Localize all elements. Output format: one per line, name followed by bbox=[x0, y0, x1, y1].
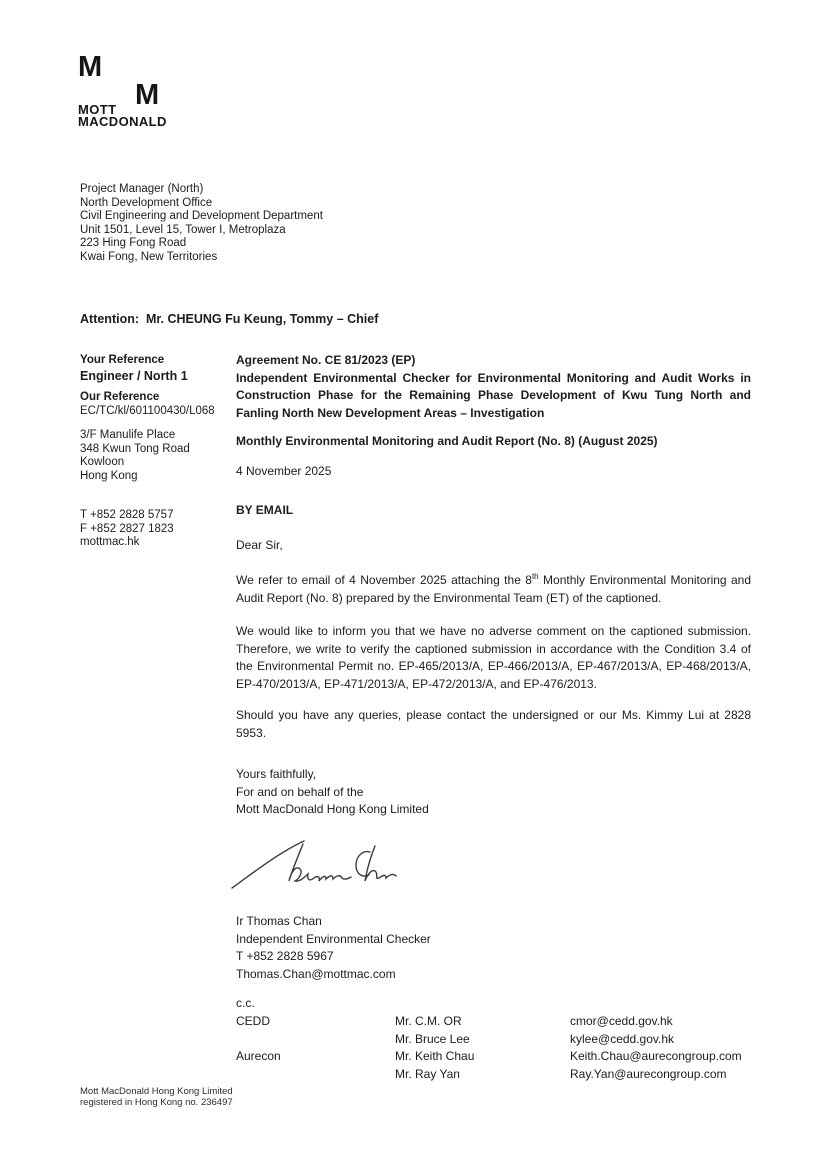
recipient-address-line: Civil Engineering and Development Department bbox=[80, 210, 323, 222]
sender-address-line: Hong Kong bbox=[80, 469, 138, 482]
closing-valediction: Yours faithfully, bbox=[236, 767, 317, 781]
recipient-address bbox=[80, 183, 323, 264]
delivery-method: BY EMAIL bbox=[236, 503, 294, 517]
handwritten-signature bbox=[230, 838, 402, 896]
cc-person-email: Keith.Chau@aurecongroup.com bbox=[570, 1049, 742, 1063]
sender-address-line: 3/F Manulife Place bbox=[80, 429, 176, 441]
cc-person-name: Mr. Bruce Lee bbox=[395, 1031, 470, 1046]
cc-label: c.c. bbox=[236, 996, 255, 1010]
cc-person-name: Mr. C.M. OR bbox=[395, 1014, 462, 1028]
logo-monogram-icon: M bbox=[78, 51, 103, 83]
report-title: Monthly Environmental Monitoring and Audit Report (No. 8) (August 2025) bbox=[236, 434, 658, 448]
attention-line-1: Attention: Mr. CHEUNG Fu Keung, Tommy – Chief bbox=[80, 312, 379, 326]
salutation: Dear Sir, bbox=[236, 538, 283, 552]
recipient-address-line: North Development Office bbox=[80, 196, 213, 209]
cc-person-email: cmor@cedd.gov.hk bbox=[570, 1014, 673, 1028]
cc-person-email: kylee@cedd.gov.hk bbox=[570, 1031, 675, 1046]
cc-person-name: Mr. Keith Chau bbox=[395, 1049, 475, 1063]
mott-macdonald-logo bbox=[78, 50, 198, 135]
logo-wordmark bbox=[78, 104, 167, 128]
our-reference-label: Our Reference bbox=[80, 391, 160, 403]
subject-block bbox=[236, 352, 751, 422]
sender-telephone: T +852 2828 5757 bbox=[80, 509, 174, 521]
body-paragraph-2: We would like to inform you that we have no adverse comment on the captioned submission. Therefore, we write to verify the captioned submission in accordance with the Condition 3.4 of the Environmental Permit no. EP-465/2013/A, EP-466/2013/A, EP-467/2013/A, EP-468/2013/A, EP-470/2013/A, EP-471/2013/A, EP-472/2013/A, and EP-476/2013. bbox=[236, 624, 751, 691]
cc-row bbox=[236, 1066, 792, 1084]
registration-footer bbox=[80, 1086, 233, 1108]
sender-office-address bbox=[80, 429, 230, 483]
your-reference-label: Your Reference bbox=[80, 354, 165, 366]
logo-wordmark-line2: MACDONALD bbox=[78, 114, 167, 129]
signer-email: Thomas.Chan@mottmac.com bbox=[236, 966, 396, 981]
sender-address-line: 348 Kwun Tong Road bbox=[80, 442, 190, 455]
cc-row bbox=[236, 1013, 792, 1031]
footer-registration: registered in Hong Kong no. 236497 bbox=[80, 1097, 233, 1108]
sender-contact-block bbox=[80, 509, 230, 550]
signer-block bbox=[236, 913, 751, 983]
sender-website: mottmac.hk bbox=[80, 536, 140, 548]
our-reference-value: EC/TC/kl/601100430/L068 bbox=[80, 404, 215, 417]
project-title: Independent Environmental Checker for Environmental Monitoring and Audit Works in Construction Phase for the Remaining Phase Development of Kwu Tung North and Fanling North New Development Areas – Investigation bbox=[236, 370, 751, 420]
body-paragraph-1 bbox=[236, 572, 751, 607]
signer-title: Independent Environmental Checker bbox=[236, 931, 431, 946]
sender-address-line: Kowloon bbox=[80, 456, 125, 468]
signer-name: Ir Thomas Chan bbox=[236, 914, 322, 928]
cc-row bbox=[236, 1031, 792, 1049]
cc-person-name: Mr. Ray Yan bbox=[395, 1066, 460, 1081]
cc-organization: CEDD bbox=[236, 1014, 271, 1028]
sender-fax: F +852 2827 1823 bbox=[80, 522, 174, 535]
recipient-address-line: Unit 1501, Level 15, Tower I, Metroplaza bbox=[80, 223, 286, 236]
recipient-address-line: 223 Hing Fong Road bbox=[80, 237, 187, 249]
paragraph-text: Monthly Environmental Monitoring and Audit Report (No. 8) prepared by the Environmental Team (ET) of the captioned. bbox=[236, 573, 752, 605]
paragraph-text: We refer to email of 4 November 2025 attaching the 8 bbox=[236, 573, 532, 587]
letter-date: 4 November 2025 bbox=[236, 464, 332, 478]
cc-organization bbox=[236, 1066, 395, 1084]
recipient-address-line: Kwai Fong, New Territories bbox=[80, 250, 218, 263]
closing-block bbox=[236, 766, 751, 819]
cc-person-email: Ray.Yan@aurecongroup.com bbox=[570, 1066, 727, 1081]
cc-table bbox=[236, 1013, 792, 1083]
attention-line-2: Engineer / North 1 bbox=[80, 369, 188, 383]
logo-monogram-icon: M bbox=[135, 79, 160, 111]
ordinal-superscript: th bbox=[531, 572, 539, 581]
cc-organization: Aurecon bbox=[236, 1049, 281, 1063]
footer-company: Mott MacDonald Hong Kong Limited bbox=[80, 1086, 233, 1097]
closing-company: Mott MacDonald Hong Kong Limited bbox=[236, 802, 429, 816]
recipient-address-line: Project Manager (North) bbox=[80, 183, 204, 195]
cc-row bbox=[236, 1048, 792, 1066]
signer-telephone: T +852 2828 5967 bbox=[236, 949, 334, 963]
cc-organization bbox=[236, 1031, 395, 1049]
closing-on-behalf: For and on behalf of the bbox=[236, 784, 364, 799]
logo-wordmark-line1: MOTT bbox=[78, 102, 117, 117]
agreement-number: Agreement No. CE 81/2023 (EP) bbox=[236, 353, 416, 367]
body-paragraph-3: Should you have any queries, please contact the undersigned or our Ms. Kimmy Lui at 2828 5953. bbox=[236, 708, 751, 740]
our-reference-block bbox=[80, 391, 230, 418]
